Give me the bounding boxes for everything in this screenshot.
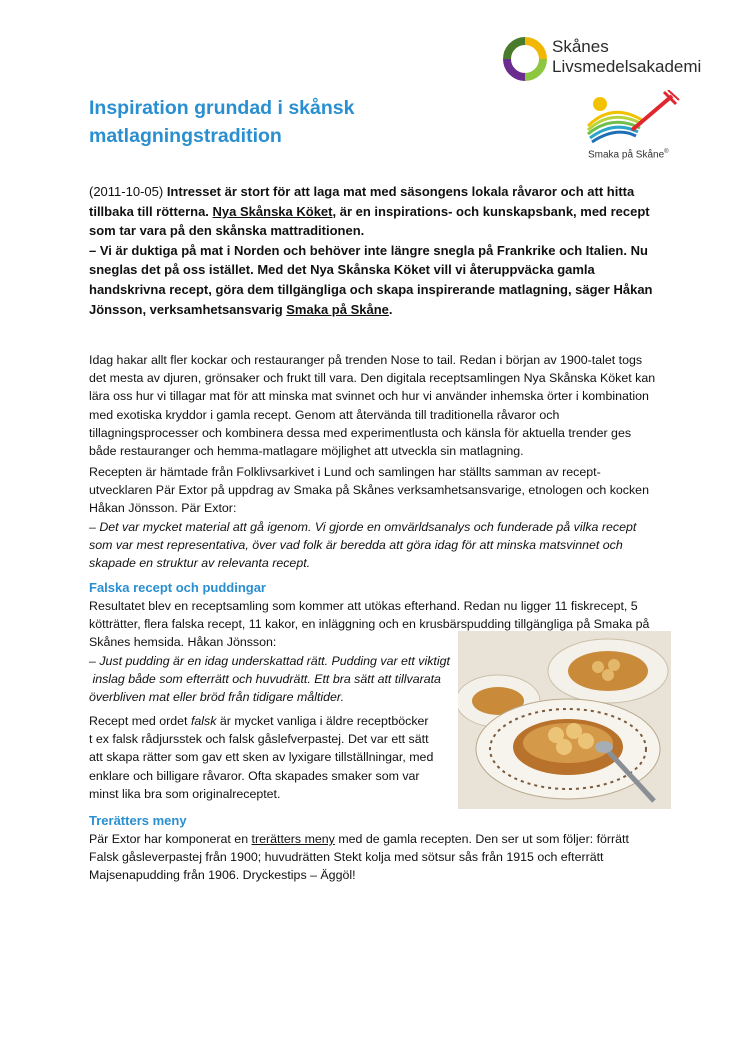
body-paragraph-4: Recept med ordet falsk är mycket vanliga i äldre receptböcker t ex falsk rådjursstek och falsk gåslefverpastej. Det var ett sätt att skapa rätter som gav ett sken av lyxigare tillställningar, med enklare och billigare råvaror. Ofta skapades smaker som var minst lika bra som originalreceptet.	[89, 714, 434, 801]
body-paragraph-2: Recepten är hämtade från Folklivsarkivet i Lund och samlingen har ställts samman av recept-utvecklaren Pär Extor på uppdrag av Smaka på Skånes verksamhetsansvarige, etnologen och kocken Håkan Jönsson. Pär Extor: – Det var mycket material att gå igenom. Vi gjorde en omvärldsanalys och funderade på vilka recept som var mest representativa, över vad folk är beredda att göra idag för att minska matsvinnet och skapade en struktur av relevanta recept.	[89, 463, 661, 572]
body-paragraph-3: Resultatet blev en receptsamling som kommer att utökas efterhand. Redan nu ligger 11 fiskrecept, 5 kötträtter, flera falska recept, 11 kakor, en inläggning och en krusbärspudding tillgängliga på Smaka på Skånes hemsida. Håkan Jönsson: – Just pudding är en idag underskattad rätt. Pudding var ett viktigt inslag både som efterrätt och huvudrätt. Ett bra sätt att tillvarata överbliven mat eller bröd från tidigare måltider.	[89, 597, 661, 706]
section-heading-meny: Trerätters meny	[89, 813, 187, 828]
pudding-photo	[458, 631, 671, 809]
quote-hakan-1: – Just pudding är en idag underskattad rätt. Pudding var ett viktigt	[89, 653, 450, 668]
date: (2011-10-05)	[89, 184, 164, 199]
smaka-logo-text: Smaka på Skåne®	[588, 149, 669, 161]
smaka-sun-fork-icon	[582, 90, 682, 148]
lead-paragraph: (2011-10-05) Intresset är stort för att laga mat med säsongens lokala råvaror och att hitta tillbaka till rötterna. Nya Skånska Köket, är en inspirations- och kunskapsbank, med recept som tar vara på den skånska mattraditionen. – Vi är duktiga på mat i Norden och behöver inte längre snegla på Frankrike och Italien. Nu sneglas det på oss istället. Med det Nya Skånska Köket vill vi återuppväcka gamla handskrivna recept, göra dem tillgängliga och skapa inspirerande matlagning, säger Håkan Jönsson, verksamhetsansvarig Smaka på Skåne.	[89, 184, 653, 317]
body-paragraph-5: Pär Extor har komponerat en trerätters meny med de gamla recepten. Den ser ut som följer: förrätt Falsk gåsleverpastej från 1900; huvudrätten Stekt kolja med sötsur sås från 1915 och efterrätt Majsenapudding från 1906. Dryckestips – Äggöl!	[89, 832, 629, 883]
academy-logo	[503, 37, 547, 81]
body-paragraph-1: Idag hakar allt fler kockar och restauranger på trenden Nose to tail. Redan i början av 1900-talet togs det mesta av djuren, grönsaker och frukt till vara. Den digitala receptsamlingen Nya Skånska Köket kan lära oss hur vi tillagar mat för att minska mat svinnet och hur vi använder inhemska örter i kombination med exotiska kryddor i gamla recept. Genom att återvända till traditionella råvaror och tillagningsprocesser och kombinera dessa med experimentlusta och känsla för aktuella trender ges både restauranger och hemma-matlagare möjlighet att utveckla sin matlagning.	[89, 353, 656, 459]
academy-logo-text: Skånes Livsmedelsakademi	[552, 37, 702, 76]
section-heading-falska: Falska recept och puddingar	[89, 580, 266, 595]
quote-hakan-2: inslag både som efterrätt och huvudrätt. Ett bra sätt att tillvarata	[89, 671, 441, 686]
link-smaka-pa-skane[interactable]: Smaka på Skåne	[286, 301, 389, 317]
link-treratters-meny[interactable]: trerätters meny	[251, 832, 335, 846]
pudding-plates-image	[458, 631, 671, 809]
quote-par-extor: – Det var mycket material att gå igenom. Vi gjorde en omvärldsanalys och funderade på vilka recept som var mest representativa, över vad folk är beredda att göra idag för att minska matsvinnet och skapade en struktur av relevanta recept.	[89, 519, 637, 571]
link-nya-skanska-koket[interactable]: Nya Skånska Köket	[212, 203, 333, 219]
academy-ring-icon	[503, 37, 547, 81]
smaka-logo	[582, 90, 682, 148]
page-title: Inspiration grundad i skånsk matlagningstradition	[89, 97, 355, 147]
quote-hakan-3: överbliven mat eller bröd från tidigare måltider.	[89, 690, 345, 705]
